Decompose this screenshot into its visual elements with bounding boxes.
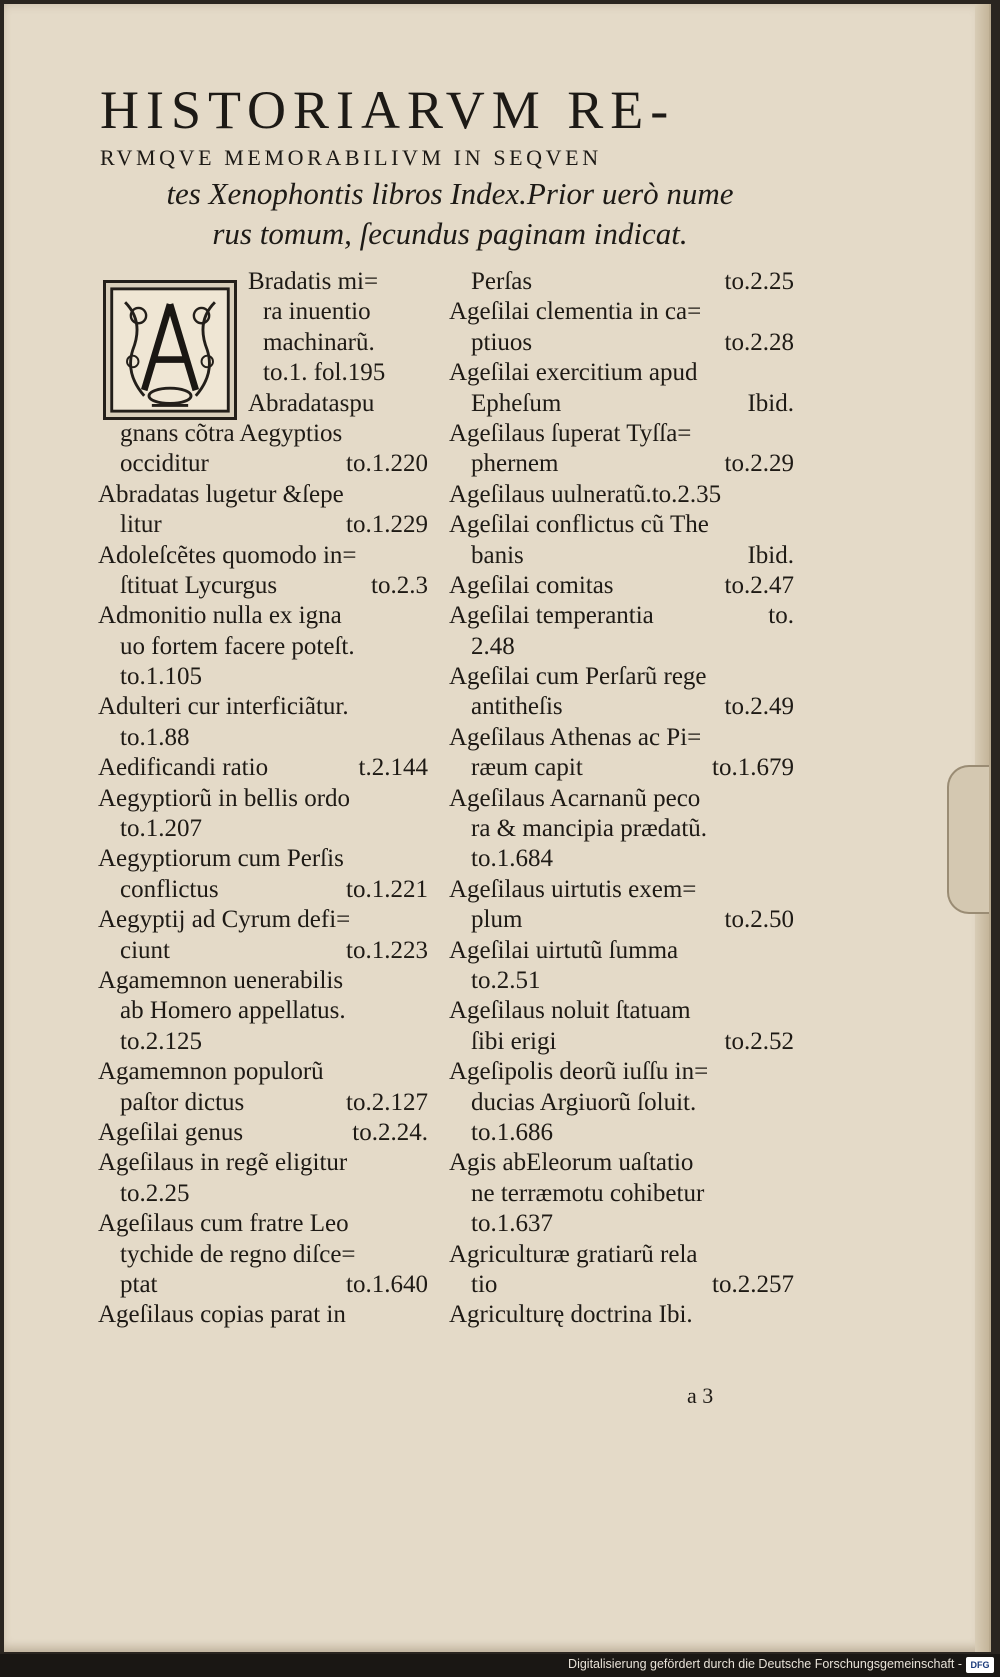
- entry-text: 2.48: [471, 632, 515, 660]
- title-line-1: HISTORIARVM RE-: [100, 80, 676, 140]
- entry-ref: to.2.3: [371, 571, 428, 599]
- list-item: [98, 1148, 428, 1178]
- list-item: [98, 1270, 428, 1300]
- entry-ref: Ibid.: [747, 541, 794, 569]
- entry-ref: to.2.29: [724, 450, 794, 478]
- list-item: [449, 814, 794, 844]
- entry-ref: to.2.47: [724, 571, 794, 599]
- list-item: [98, 449, 428, 479]
- entry-ref: to.: [768, 602, 794, 630]
- entry-text: to.2.25: [120, 1179, 190, 1207]
- list-item: [449, 753, 794, 783]
- entry-text: ciunt: [120, 936, 170, 964]
- funding-credit: Digitalisierung gefördert durch die Deutsche Forschungsgemeinschaft -: [568, 1657, 962, 1671]
- list-item: [449, 875, 794, 905]
- list-item: [449, 1057, 794, 1087]
- entry-text: Ageſilai exercitium apud: [449, 359, 698, 387]
- entry-text: Ageſilai comitas: [449, 571, 614, 599]
- list-item: [449, 1270, 794, 1300]
- entry-text: ducias Argiuorũ ſoluit.: [471, 1088, 697, 1116]
- entry-text: to.1.637: [471, 1210, 553, 1238]
- entry-text: ra inuentio: [263, 298, 371, 326]
- index-column-left: [98, 267, 428, 1331]
- entry-ref: to.2.257: [712, 1270, 794, 1298]
- entry-text: machinarũ.: [263, 328, 375, 356]
- entry-ref: to.2.50: [724, 906, 794, 934]
- entry-text: to.1.88: [120, 723, 190, 751]
- list-item: [98, 480, 428, 510]
- entry-text: ſtituat Lycurgus: [120, 571, 278, 599]
- entry-text: Ageſilaus in regẽ eligitur: [98, 1149, 348, 1177]
- list-item: [449, 571, 794, 601]
- list-item: [449, 1088, 794, 1118]
- entry-text: to.2.125: [120, 1027, 202, 1055]
- entry-text: paſtor dictus: [120, 1088, 245, 1116]
- entry-text: phernem: [471, 450, 559, 478]
- list-item: [98, 662, 428, 692]
- list-item: [449, 601, 794, 631]
- entry-text: Aegyptij ad Cyrum defi=: [98, 906, 351, 934]
- list-item: [98, 389, 428, 419]
- entry-text: Agamemnon populorũ: [98, 1058, 324, 1086]
- entry-text: Ageſilai temperantia: [449, 602, 654, 630]
- entry-ref: to.2.127: [346, 1088, 428, 1116]
- entry-ref: to.1.229: [346, 511, 428, 539]
- list-item: [449, 419, 794, 449]
- entry-ref: to.2.25: [724, 268, 794, 295]
- list-item: [98, 297, 428, 327]
- entry-text: tychide de regno diſce=: [120, 1240, 356, 1268]
- list-item: [98, 601, 428, 631]
- list-item: [98, 1088, 428, 1118]
- list-item: [98, 875, 428, 905]
- list-item: [98, 419, 428, 449]
- entry-text: Aegyptiorũ in bellis ordo: [98, 784, 351, 812]
- list-item: [98, 1118, 428, 1148]
- entry-text: to.1. fol.195: [263, 359, 386, 387]
- entry-text: ra & mancipia prædatũ.: [471, 815, 708, 843]
- entry-text: ab Homero appellatus.: [120, 997, 346, 1025]
- list-item: [449, 723, 794, 753]
- entry-text: Ageſilaus copias parat in: [98, 1301, 346, 1329]
- list-item: [449, 784, 794, 814]
- list-item: [98, 1209, 428, 1239]
- entry-text: ſibi erigi: [471, 1027, 557, 1055]
- entry-ref: to.1.223: [346, 936, 428, 964]
- entry-ref: to.1.640: [346, 1270, 428, 1298]
- list-item: [449, 328, 794, 358]
- list-item: [98, 1179, 428, 1209]
- list-item: [449, 692, 794, 722]
- entry-text: Aedificandi ratio: [98, 754, 269, 782]
- list-item: [98, 723, 428, 753]
- list-item: [449, 267, 794, 297]
- index-title: [100, 80, 800, 254]
- entry-ref: to.2.49: [724, 693, 794, 721]
- entry-text: Ageſilaus uulneratũ.to.2.35: [449, 480, 722, 508]
- list-item: [449, 905, 794, 935]
- entry-text: to.1.105: [120, 663, 202, 691]
- entry-text: Ageſilaus uirtutis exem=: [449, 875, 697, 903]
- list-item: [449, 510, 794, 540]
- list-item: [449, 1148, 794, 1178]
- entry-text: tio: [471, 1270, 498, 1298]
- list-item: [98, 966, 428, 996]
- entry-text: Perſas: [471, 268, 533, 295]
- list-item: [449, 449, 794, 479]
- list-item: [449, 1300, 794, 1330]
- list-item: [449, 297, 794, 327]
- entry-text: Ageſilai uirtutũ ſumma: [449, 936, 679, 964]
- index-column-right: [449, 267, 794, 1331]
- list-item: [98, 541, 428, 571]
- entry-text: Agriculturæ gratiarũ rela: [449, 1240, 698, 1268]
- list-item: [449, 1179, 794, 1209]
- entry-text: plum: [471, 906, 523, 934]
- list-item: [98, 267, 428, 297]
- list-item: [449, 1118, 794, 1148]
- entry-text: Ageſilaus Acarnanũ peco: [449, 784, 701, 812]
- list-item: [98, 692, 428, 722]
- entry-text: Ageſipolis deorũ iuſſu in=: [449, 1058, 709, 1086]
- entry-text: Ageſilaus noluit ſtatuam: [449, 997, 691, 1025]
- entry-text: Abradatas lugetur &ſepe: [98, 480, 344, 508]
- list-item: [449, 662, 794, 692]
- entry-text: ræum capit: [471, 754, 583, 782]
- entry-text: antitheſis: [471, 693, 563, 721]
- list-item: [98, 571, 428, 601]
- entry-text: Agriculturę doctrina Ibi.: [449, 1301, 693, 1329]
- entry-text: Admonitio nulla ex igna: [98, 602, 342, 630]
- list-item: [449, 541, 794, 571]
- entry-text: to.1.207: [120, 815, 202, 843]
- list-item: [449, 966, 794, 996]
- entry-text: ne terræmotu cohibetur: [471, 1179, 705, 1207]
- list-item: [98, 1240, 428, 1270]
- title-line-3: tes Xenophontis libros Index.Prior uerò nume: [166, 176, 734, 211]
- list-item: [449, 844, 794, 874]
- list-item: [98, 632, 428, 662]
- list-item: [449, 936, 794, 966]
- entry-text: occiditur: [120, 450, 209, 478]
- entry-ref: to.2.28: [724, 328, 794, 356]
- entry-text: Agamemnon uenerabilis: [98, 966, 344, 994]
- dfg-logo-icon: DFG: [966, 1657, 994, 1673]
- entry-text: Bradatis mi=: [248, 268, 379, 295]
- list-item: [98, 844, 428, 874]
- list-item: [98, 1300, 428, 1330]
- entry-ref: to.2.52: [724, 1027, 794, 1055]
- entry-text: Aegyptiorum cum Perſis: [98, 845, 344, 873]
- entry-text: Ageſilai genus: [98, 1118, 244, 1146]
- entry-text: gnans cõtra Aegyptios: [120, 419, 343, 447]
- list-item: [98, 784, 428, 814]
- list-item: [98, 358, 428, 388]
- list-item: [449, 1209, 794, 1239]
- entry-text: Epheſum: [471, 389, 562, 417]
- title-line-2: RVMQVE MEMORABILIVM IN SEQVEN: [100, 145, 602, 170]
- entry-text: Ageſilaus cum fratre Leo: [98, 1210, 349, 1238]
- entry-ref: t.2.144: [358, 754, 428, 782]
- entry-ref: to.1.221: [346, 875, 428, 903]
- list-item: [449, 480, 794, 510]
- entry-text: Ageſilai cum Perſarũ rege: [449, 663, 707, 691]
- list-item: [449, 996, 794, 1026]
- entry-ref: to.1.679: [712, 754, 794, 782]
- page-clip-tab: [947, 765, 989, 914]
- list-item: [98, 1057, 428, 1087]
- entry-text: Ageſilai conflictus cũ The: [449, 511, 709, 539]
- entry-text: to.2.51: [471, 966, 541, 994]
- entry-text: Adoleſcẽtes quomodo in=: [98, 541, 357, 569]
- entry-ref: to.1.220: [346, 450, 428, 478]
- signature-mark: a 3: [687, 1383, 714, 1408]
- list-item: [98, 814, 428, 844]
- entry-text: Ageſilaus ſuperat Tyſſa=: [449, 419, 692, 447]
- entry-text: uo fortem facere poteſt.: [120, 632, 355, 660]
- entry-text: Ageſilai clementia in ca=: [449, 298, 702, 326]
- entry-text: Abradataspu: [248, 389, 375, 417]
- entry-ref: Ibid.: [747, 389, 794, 417]
- entry-text: to.1.684: [471, 845, 553, 873]
- list-item: [449, 632, 794, 662]
- entry-text: conflictus: [120, 875, 219, 903]
- entry-text: Ageſilaus Athenas ac Pi=: [449, 723, 702, 751]
- entry-text: banis: [471, 541, 524, 569]
- list-item: [98, 996, 428, 1026]
- list-item: [449, 389, 794, 419]
- list-item: [98, 510, 428, 540]
- entry-text: Agis abEleorum uaſtatio: [449, 1149, 694, 1177]
- list-item: [98, 328, 428, 358]
- entry-ref: to.2.24.: [352, 1118, 428, 1146]
- list-item: [98, 905, 428, 935]
- list-item: [449, 1240, 794, 1270]
- list-item: [98, 753, 428, 783]
- footer-bar: [0, 1654, 1000, 1677]
- entry-text: litur: [120, 511, 162, 539]
- entry-text: to.1.686: [471, 1118, 553, 1146]
- entry-text: ptiuos: [471, 328, 533, 356]
- list-item: [449, 358, 794, 388]
- entry-text: Adulteri cur interficiãtur.: [98, 693, 349, 721]
- list-item: [98, 936, 428, 966]
- title-line-4: rus tomum, ſecundus paginam indicat.: [212, 216, 688, 251]
- list-item: [98, 1027, 428, 1057]
- list-item: [449, 1027, 794, 1057]
- entry-text: ptat: [120, 1270, 158, 1298]
